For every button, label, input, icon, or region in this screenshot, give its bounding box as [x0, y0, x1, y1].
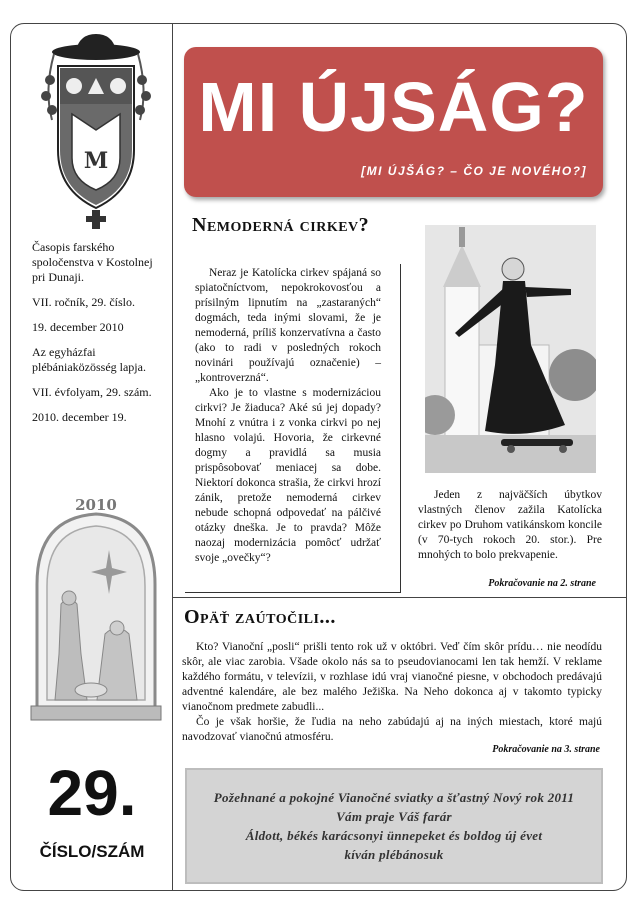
volume-sk: VII. ročník, 29. číslo.	[32, 295, 135, 309]
article-1-body	[195, 266, 381, 566]
article-1-paragraph: Ako je to vlastne s modernizáciou cirkvi? Je žiaduca? Aké sú jej dopady? Mnohí z vnútra i z vonka cirkvi po nej hlasno volajú. Hovoria, že cirkevné dogmy a pravidlá sa musia prispôsobovať meniacej sa dobe. Niektorí dokonca strašia, že cirkvi hrozí zánik, pretože nemoderná cirkev nebude schopná odpovedať na pálčivé otázky dneška. Je to pravda? Môže naozaj modernizácia pomôcť udržať svoje „ovečky“?	[195, 387, 381, 564]
article-1-title: Nemoderná cirkev?	[192, 214, 370, 236]
greeting-line-sk: Požehnané a pokojné Vianočné sviatky a šťastný Nový rok 2011	[213, 790, 575, 805]
date-hu: 2010. december 19.	[32, 410, 127, 424]
article-1-paragraph: Neraz je Katolícka cirkev spájaná so spiatočníctvom, nepokrokovosťou a prísilným lipnutím na „zastaraných“ dogmách, teda inými slovami, že je nemoderná, príliš konzervatívna a často (ako to radi v posledných rokoch novinári používajú označenie) – „kontroverzná“.	[195, 267, 381, 384]
masthead	[184, 47, 603, 197]
publication-description-sk: Časopis farského spoločenstva v Kostolnej pri Dunaji.	[32, 240, 153, 284]
date-sk: 19. december 2010	[32, 320, 124, 334]
greeting-signature-sk: Vám praje Váš farár	[336, 809, 452, 824]
volume-hu: VII. évfolyam, 29. szám.	[32, 385, 152, 399]
article-2-continued[interactable]: Pokračovanie na 3. strane	[492, 744, 600, 755]
issue-info	[32, 240, 160, 435]
issue-label: ČÍSLO/SZÁM	[39, 842, 145, 861]
masthead-subtitle: [MI ÚJŠÁG? – ČO JE NOVÉHO?]	[361, 164, 587, 178]
article-1-continued[interactable]: Pokračovanie na 2. strane	[488, 578, 596, 589]
svg-text:M: M	[83, 148, 109, 174]
photo-caption: Jeden z najväčších úbytkov vlastných členov zažila Katolícka cirkev po Druhom vatikánskom koncile (v 70-tych rokoch 20. stor.). Pre mnohých to bolo prekvapenie.	[418, 489, 602, 561]
column-divider	[172, 23, 173, 891]
nativity-ornament-image	[25, 494, 167, 722]
greeting-signature-hu: kíván plébánosuk	[344, 847, 444, 862]
parish-coat-of-arms	[32, 30, 160, 230]
priest-skateboarding-photo	[425, 225, 596, 473]
publication-description-hu: Az egyházfai plébániaközösség lapja.	[32, 345, 146, 374]
nativity-year: 2010	[75, 496, 117, 514]
article-2-body	[182, 640, 602, 745]
article-2-title: Opäť zaútočili...	[184, 606, 336, 628]
article-2-paragraph: Čo je však horšie, že ľudia na neho zabúdajú aj na iných miestach, ktoré majú navodzovať vianočnú atmosféru.	[182, 716, 602, 743]
section-divider	[173, 597, 626, 598]
article-2-paragraph: Kto? Vianoční „posli“ prišli tento rok už v októbri. Veď čím skôr prídu… nie neodídu skôr, ale viac zarobia. Všade okolo nás sa to pseudovianocami len tak hemží. V reklame každého formátu, v televízii, v rozhlase idú vraj vianočné piesne, v obchodoch predávajú adventné kalendáre, ale bez malého Ježiška. Na Neho dokonca aj v takomto typicky vianočnom predmete zabudli...	[182, 641, 602, 713]
christmas-greeting-box	[185, 768, 603, 884]
issue-number: 29.	[47, 757, 137, 829]
greeting-line-hu: Áldott, békés karácsonyi ünnepeket és boldog új évet	[245, 828, 543, 843]
masthead-title: MI ÚJSÁG?	[198, 68, 589, 146]
